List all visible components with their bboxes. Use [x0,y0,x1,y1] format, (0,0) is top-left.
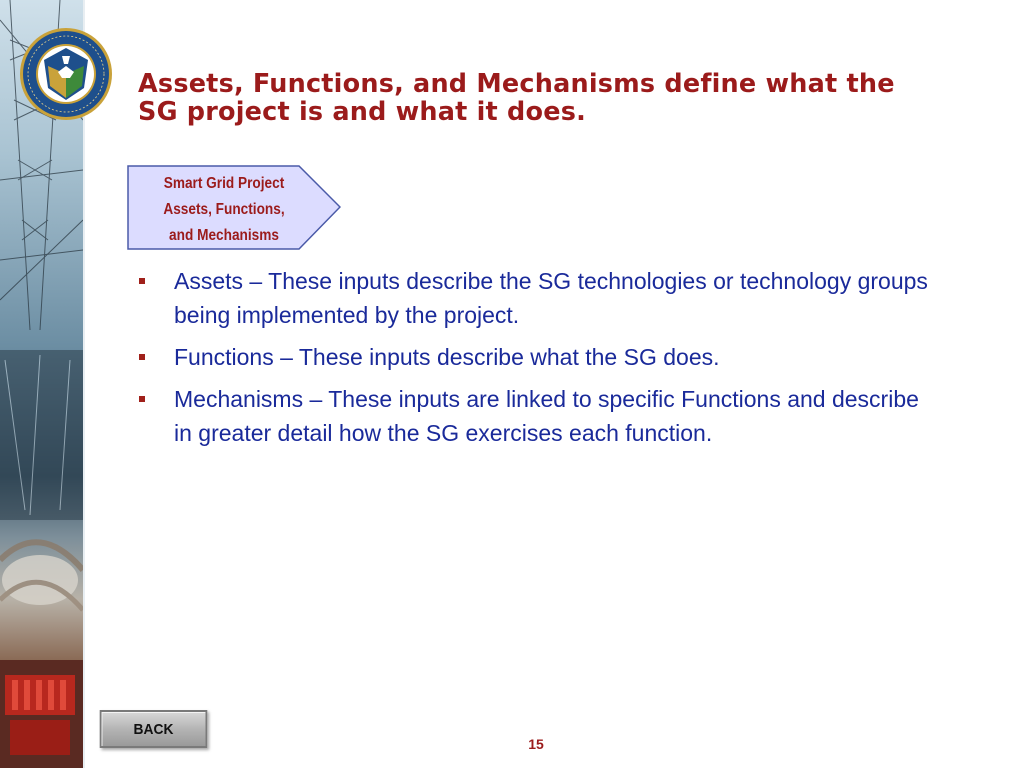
bullet-item-mechanisms [138,382,938,450]
back-button[interactable]: BACK [100,710,208,748]
callout-box [127,165,341,250]
bullet-text-functions: Functions – These inputs describe what the SG does. [174,344,720,370]
page-number: 15 [528,736,544,752]
square-bullet-icon [139,278,145,284]
callout-line-1: Smart Grid Project [163,175,285,192]
callout-line-3: and Mechanisms [169,227,279,244]
bullet-text-mechanisms: Mechanisms – These inputs are linked to specific Functions and describe in greater detail how the SG exercises each function. [174,386,919,446]
doe-seal-logo [18,26,114,122]
square-bullet-icon [139,354,145,360]
bullet-item-functions [138,340,938,374]
square-bullet-icon [139,396,145,402]
callout-line-2: Assets, Functions, [163,201,285,218]
bullet-item-assets [138,264,938,332]
bullet-text-assets: Assets – These inputs describe the SG technologies or technology groups being implemented by the project. [174,268,928,328]
slide-title [138,70,978,126]
title-line-2: SG project is and what it does. [138,97,586,127]
callout-text [140,171,307,249]
title-line-1: Assets, Functions, and Mechanisms define what the [138,69,895,99]
bullet-list [138,264,938,458]
